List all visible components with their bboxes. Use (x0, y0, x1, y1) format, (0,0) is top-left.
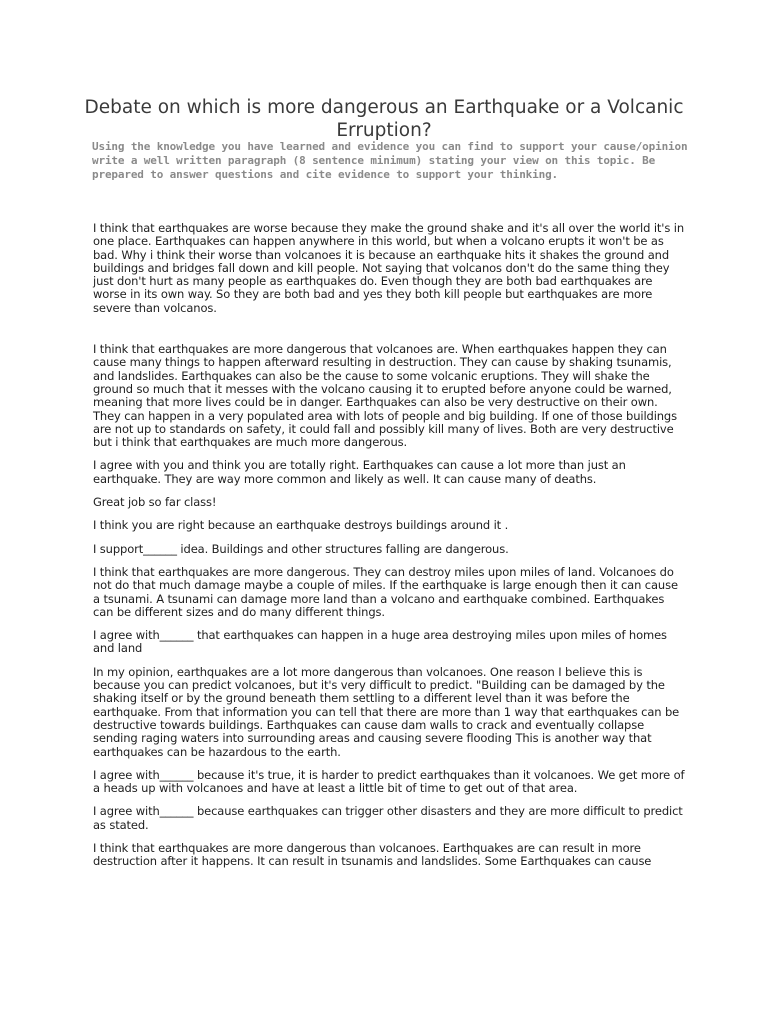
assignment-instructions: Using the knowledge you have learned and evidence you can find to support your cause/opinion write a well written paragraph (8 sentence minimum) stating your view on this topic. Be prepared to answer questions and cite evidence to support your thinking. (92, 140, 688, 182)
response-paragraph: I think that earthquakes are more dangerous than volcanoes. Earthquakes are can result in more destruction after it happens. It can result in tsunamis and landslides. Some Earthquakes can cause (93, 840, 652, 869)
response-paragraph: I think that earthquakes are worse because they make the ground shake and it's all over the world it's in one place. Earthquakes can happen anywhere in this world, but when a volcano erupts it won't be as bad. Why i think their worse than volcanoes it is because an earthquake hits it shakes the ground and buildings and bridges fall down and kill people. Not saying that volcanos don't do the same thing they just don't hurt as many people as earthquakes do. Even though they are both bad earthquakes are worse in its own way. So they are both bad and yes they both kill people but earthquakes are more severe than volcanos. (93, 221, 684, 315)
student-responses (93, 222, 687, 879)
response-paragraph: I support______ idea. Buildings and other structures falling are dangerous. (93, 541, 509, 556)
response-paragraph: I think you are right because an earthquake destroys buildings around it . (93, 518, 509, 533)
response-paragraph: I agree with you and think you are totally right. Earthquakes can cause a lot more than just an earthquake. They are way more common and likely as well. It can cause many of deaths. (93, 458, 626, 486)
response-paragraph: I think that earthquakes are more dangerous. They can destroy miles upon miles of land. Volcanoes do not do that much damage maybe a couple of miles. If the earthquake is large enough then it can cause a tsunami. A tsunami can damage more land than a volcano and earthquake combined. Earthquakes can be different sizes and do many different things. (93, 564, 678, 619)
response-paragraph: I agree with______ because earthquakes can trigger other disasters and they are more difficult to predict as stated. (93, 804, 683, 832)
response-paragraph: In my opinion, earthquakes are a lot more dangerous than volcanoes. One reason I believe this is because you can predict volcanoes, but it's very difficult to predict. "Building can be damaged by the shaking itself or by the ground beneath them settling to a different level than it was before the earthquake. From that information you can tell that there are more than 1 way that earthquakes can be destructive towards buildings. Earthquakes can cause dam walls to crack and eventually collapse sending raging waters into surrounding areas and causing severe flooding This is another way that earthquakes can be hazardous to the earth. (93, 664, 680, 759)
response-paragraph: Great job so far class! (93, 495, 217, 510)
response-paragraph: I think that earthquakes are more dangerous that volcanoes are. When earthquakes happen they can cause many things to happen afterward resulting in destruction. They can cause by shaking tsunamis, and landslides. Earthquakes can also be the cause to some volcanic eruptions. They will shake the ground so much that it messes with the volcano causing it to erupted before anyone could be warned, meaning that more lives could be in danger. Earthquakes can also be very destructive on their own. They can happen in a very populated area with lots of people and big building. If one of those buildings are not up to standards on safety, it could fall and possibly kill many of lives. Both are very destructive but i think that earthquakes are much more dangerous. (93, 342, 677, 450)
response-paragraph: I agree with______ because it's true, it is harder to predict earthquakes than it volcanoes. We get more of a heads up with volcanoes and have at least a little bit of time to get out of that area. (93, 767, 685, 796)
response-paragraph: I agree with______ that earthquakes can happen in a huge area destroying miles upon miles of homes and land (93, 628, 667, 656)
document-title: Debate on which is more dangerous an Earthquake or a Volcanic Erruption? (84, 97, 684, 141)
